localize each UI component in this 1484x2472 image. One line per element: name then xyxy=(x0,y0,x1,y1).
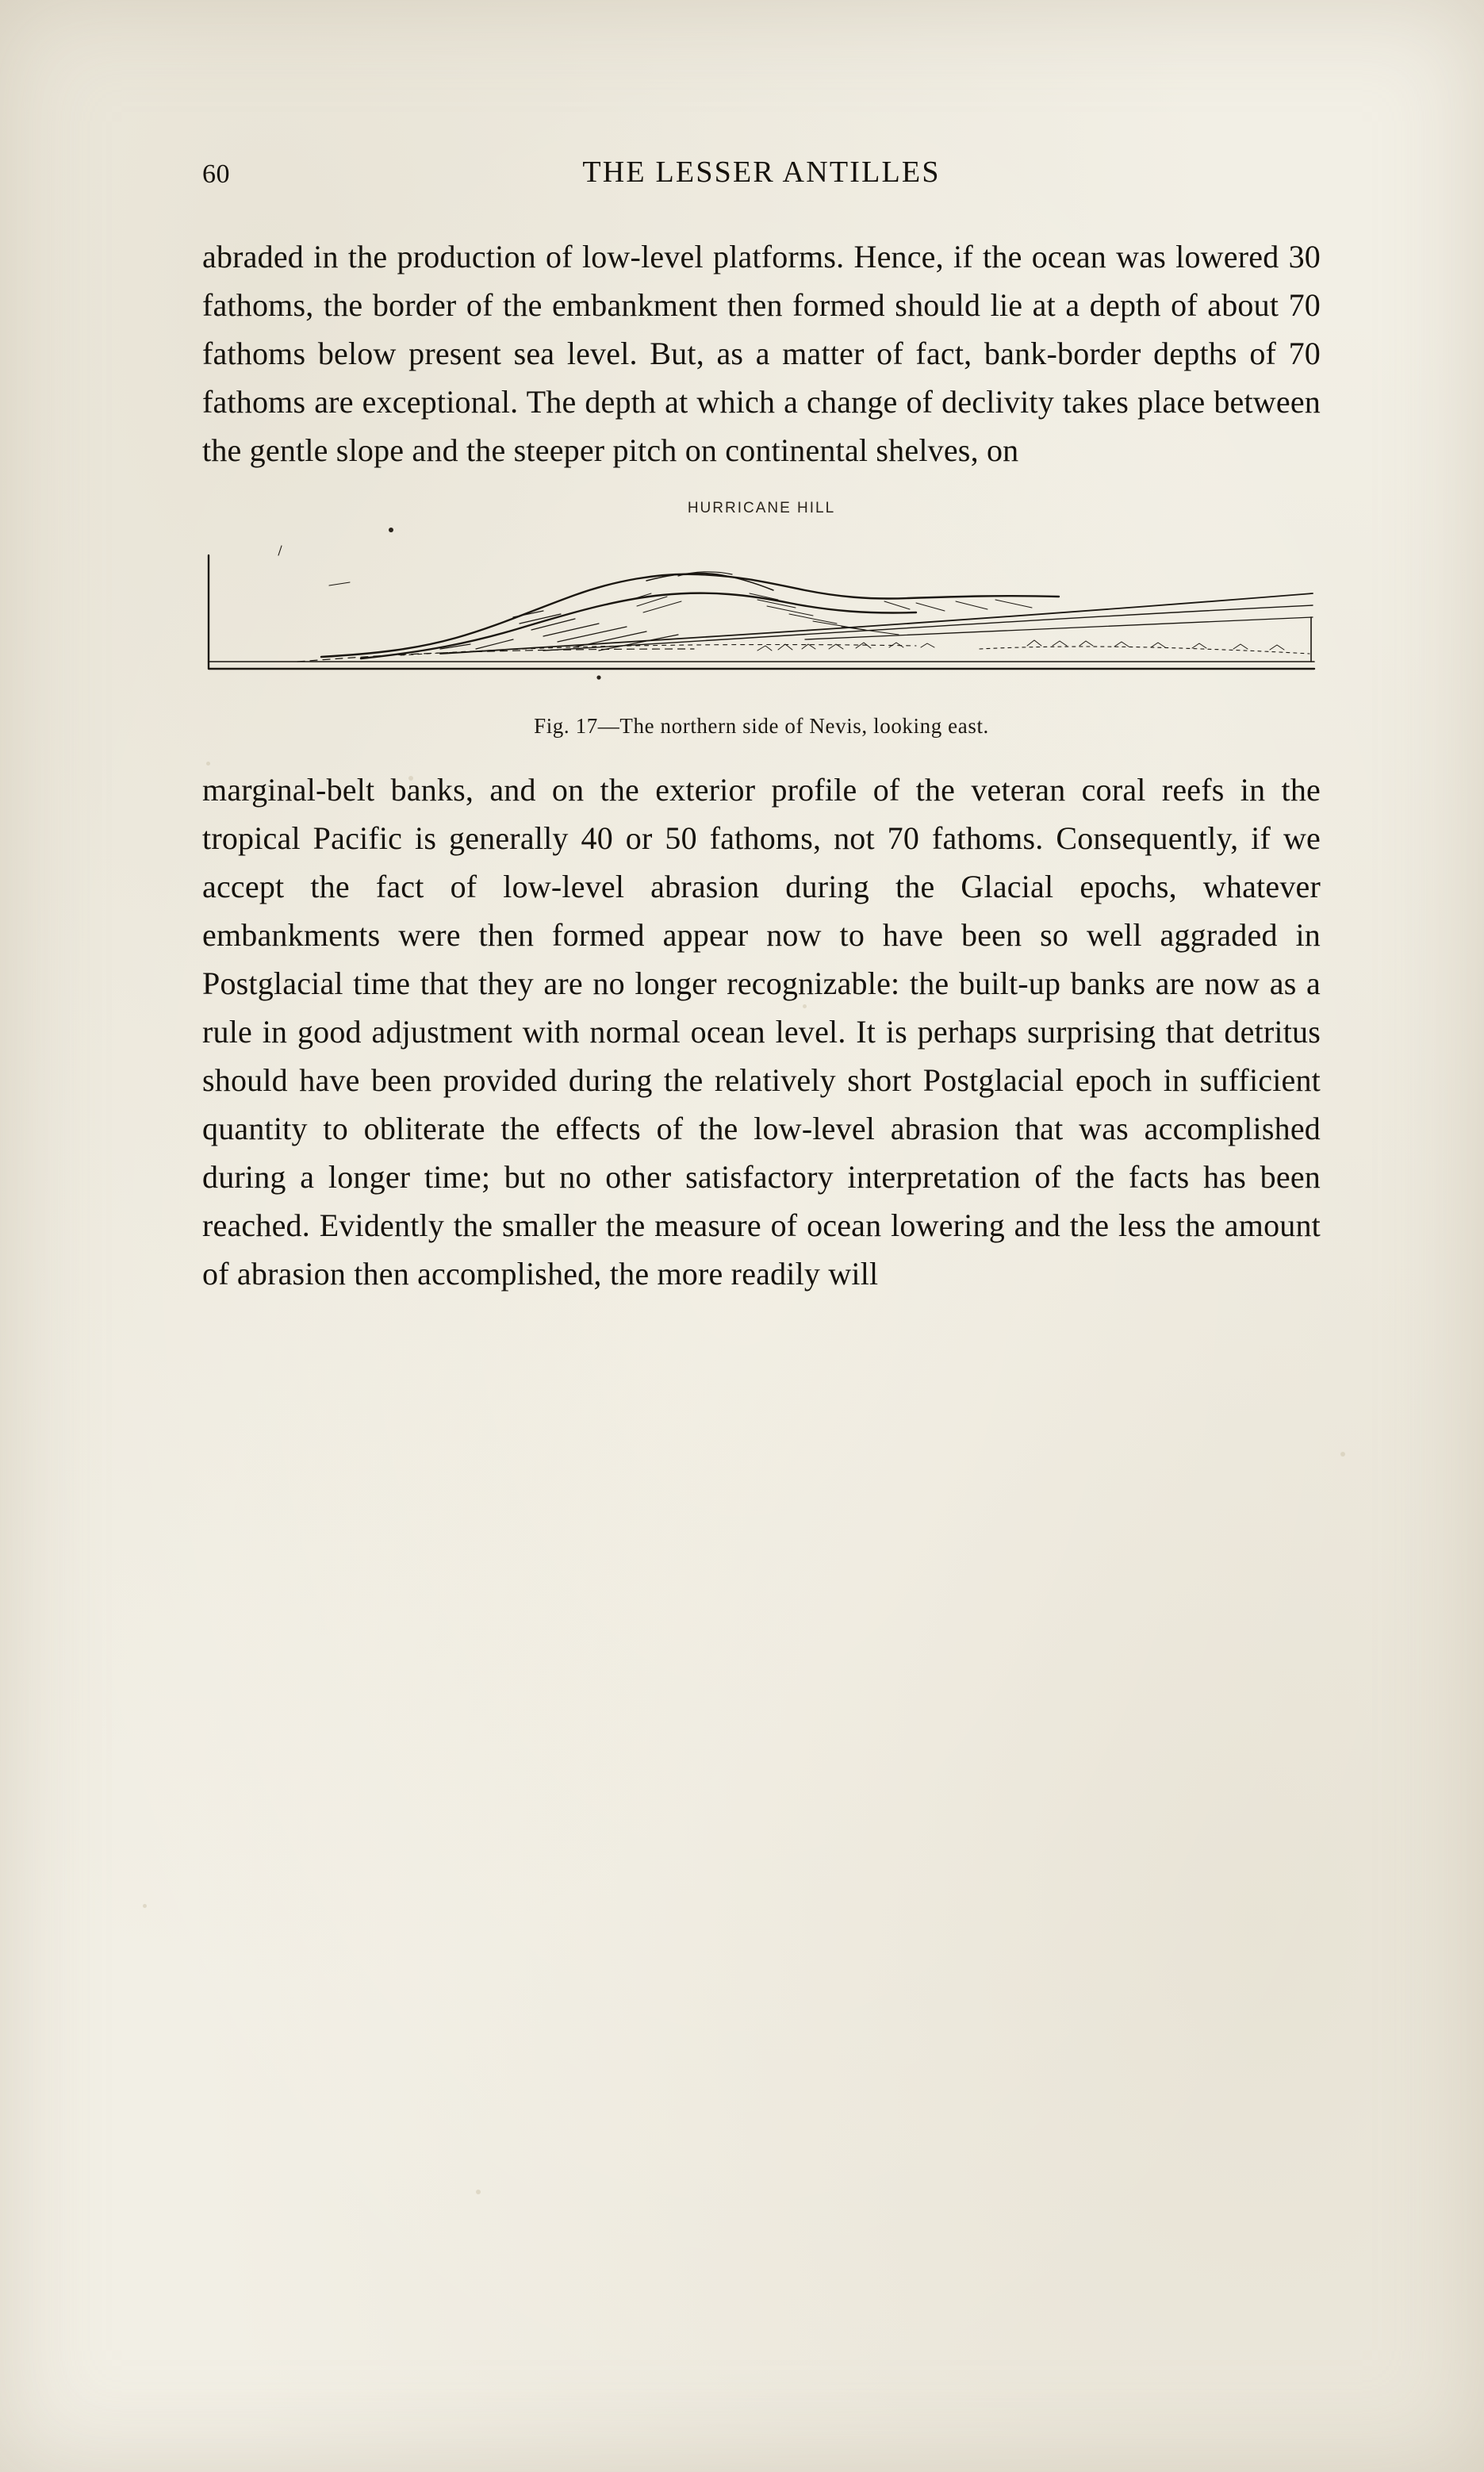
page-number: 60 xyxy=(202,159,230,189)
figure-17 xyxy=(202,498,1321,739)
nevis-profile-drawing xyxy=(202,498,1321,697)
figure-caption: Fig. 17—The northern side of Nevis, looking east. xyxy=(534,714,989,738)
running-title: THE LESSER ANTILLES xyxy=(582,155,941,189)
paragraph-lower: marginal-belt banks, and on the exterior profile of the veteran coral reefs in the tropical Pacific is generally 40 or 50 fathoms, not 70 fathoms. Consequently, if we accept the fact of low-level abrasion during the Glacial epochs, whatever embankments were then formed appear now to have been so well aggraded in Postglacial time that they are no longer recognizable: the built-up banks are now as a rule in good adjustment with normal ocean level. It is perhaps surprising that detritus should have been provided during the relatively short Postglacial epoch in sufficient quantity to obliterate the effects of the low-level abrasion that was accomplished during a longer time; but no other satisfactory interpretation of the facts has been reached. Evidently the smaller the measure of ocean lowering and the less the amount of abrasion then accomplished, the more readily will xyxy=(202,772,1321,1292)
page-content xyxy=(202,155,1321,1298)
paragraph-upper: abraded in the production of low-level platforms. Hence, if the ocean was lowered 30 fathoms, the border of the embankment then formed should lie at a depth of about 70 fathoms below present sea level. But, as a matter of fact, bank-border depths of 70 fathoms are exceptional. The depth at which a change of declivity takes place between the gentle slope and the steeper pitch on continental shelves, on xyxy=(202,239,1321,468)
figure-inline-label: HURRICANE HILL xyxy=(687,500,836,516)
stray-mark xyxy=(596,675,600,679)
body-text-upper xyxy=(202,232,1321,474)
running-head xyxy=(202,155,1321,202)
body-text-lower xyxy=(202,766,1321,1298)
scan-speck xyxy=(1340,1452,1345,1457)
scan-speck xyxy=(143,1904,147,1908)
figure-image xyxy=(202,498,1321,697)
stray-mark xyxy=(389,528,393,532)
scan-speck xyxy=(476,2190,481,2194)
